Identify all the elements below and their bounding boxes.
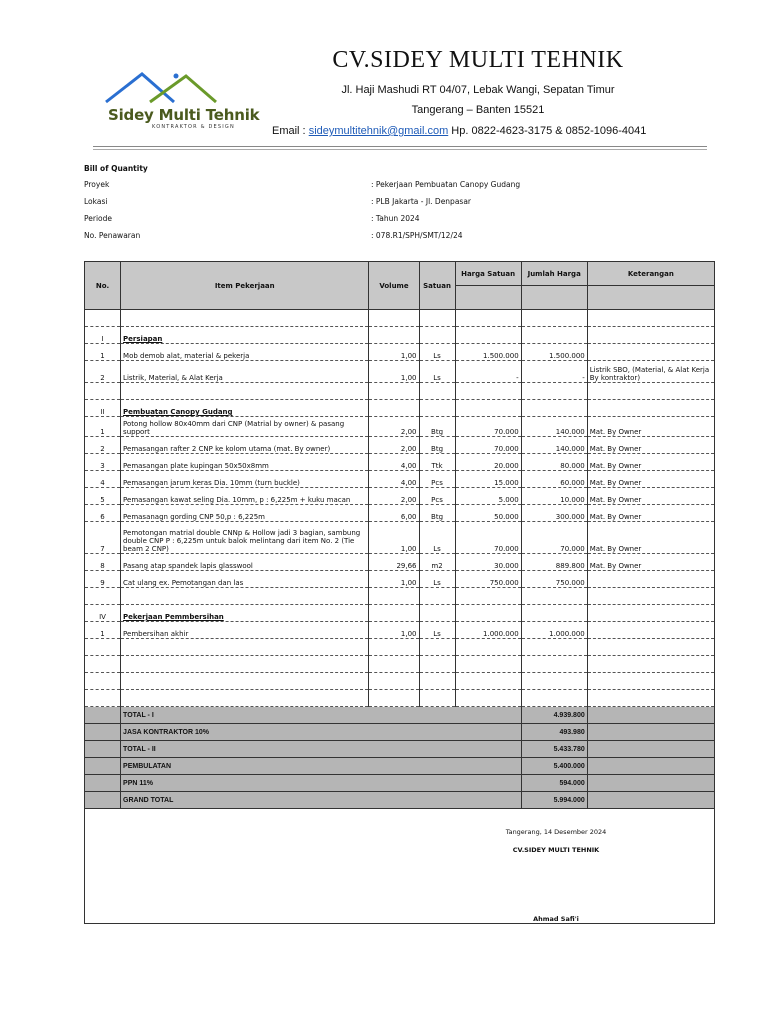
col-header-no: No. — [85, 262, 121, 310]
table-row — [85, 437, 715, 454]
cell-vol: 2,00 — [369, 417, 419, 437]
meta-value: : Tahun 2024 — [371, 214, 420, 223]
cell-vol: 1,00 — [369, 344, 419, 361]
cell-jumlah: 80.000 — [521, 454, 587, 471]
cell-ket — [587, 400, 714, 417]
cell-sat: Ls — [419, 361, 455, 383]
cell-ket — [587, 327, 714, 344]
cell-ket: Listrik SBO, (Material, & Alat Kerja By kontraktor) — [587, 361, 714, 383]
cell-item: Pemasanagn gording CNP 50,p : 6,225m — [121, 505, 369, 522]
cell-jumlah: 70.000 — [521, 522, 587, 554]
cell-no: 3 — [85, 454, 121, 471]
company-address-line2: Tangerang – Banten 15521 — [411, 104, 545, 116]
cell-ket: Mat. By Owner — [587, 505, 714, 522]
cell-no: 1 — [85, 344, 121, 361]
cell-no: IV — [85, 605, 121, 622]
signature-box — [84, 803, 715, 924]
cell-no: 1 — [85, 622, 121, 639]
blank-row — [85, 690, 715, 707]
cell-harga: 50.000 — [455, 505, 521, 522]
meta-label: No. Penawaran — [84, 231, 141, 240]
cell-jumlah: 60.000 — [521, 471, 587, 488]
cell-item: Pemasangan jarum keras Dia. 10mm (turn buckle) — [121, 471, 369, 488]
cell-harga: 70.000 — [455, 522, 521, 554]
logo-name: Sidey Multi Tehnik — [108, 106, 260, 124]
cell-item — [121, 673, 369, 690]
cell-jumlah — [521, 383, 587, 400]
cell-jumlah: 750.000 — [521, 571, 587, 588]
signature-place-date: Tangerang, 14 Desember 2024 — [505, 828, 607, 836]
cell-harga — [455, 639, 521, 656]
cell-harga — [455, 588, 521, 605]
cell-ket — [587, 690, 714, 707]
cell-no — [85, 673, 121, 690]
email-link[interactable]: sideymultitehnik@gmail.com — [308, 125, 449, 137]
total-value: 594.000 — [521, 775, 587, 792]
total-row — [85, 707, 715, 724]
logo-tagline: KONTRAKTOR & DESIGN — [152, 124, 235, 130]
table-row — [85, 417, 715, 437]
cell-vol — [369, 605, 419, 622]
cell-ket: Mat. By Owner — [587, 471, 714, 488]
meta-label: Proyek — [84, 180, 110, 189]
cell-sat — [419, 400, 455, 417]
doc-type: Bill of Quantity — [84, 164, 148, 173]
cell-no: 4 — [85, 471, 121, 488]
cell-item: Pemasangan kawat seling Dia. 10mm, p : 6,225m + kuku macan — [121, 488, 369, 505]
boq-table — [84, 261, 715, 809]
cell-no — [85, 639, 121, 656]
cell-ket: Mat. By Owner — [587, 417, 714, 437]
cell-vol: 4,00 — [369, 471, 419, 488]
cell-jumlah: 300.000 — [521, 505, 587, 522]
blank-row — [85, 310, 715, 327]
cell-ket: Mat. By Owner — [587, 488, 714, 505]
cell-ket — [587, 588, 714, 605]
cell-vol: 1,00 — [369, 571, 419, 588]
table-row — [85, 471, 715, 488]
meta-label: Periode — [84, 214, 113, 223]
cell-jumlah: 140.000 — [521, 417, 587, 437]
cell-jumlah: 140.000 — [521, 437, 587, 454]
cell-sat: Ttk — [419, 454, 455, 471]
cell-ket — [587, 656, 714, 673]
header-divider-secondary — [93, 149, 707, 150]
cell-sat — [419, 605, 455, 622]
cell-sat: Btg — [419, 505, 455, 522]
cell-no: 5 — [85, 488, 121, 505]
cell-sat: Ls — [419, 622, 455, 639]
cell-item — [121, 656, 369, 673]
cell-no: I — [85, 327, 121, 344]
cell-item — [121, 690, 369, 707]
cell-jumlah — [521, 400, 587, 417]
cell-jumlah — [521, 690, 587, 707]
cell-harga — [455, 673, 521, 690]
company-contact — [272, 125, 646, 137]
company-address-line1: Jl. Haji Mashudi RT 04/07, Lebak Wangi, Sepatan Timur — [341, 84, 615, 96]
cell-ket — [587, 673, 714, 690]
cell-sat: Btg — [419, 417, 455, 437]
cell-jumlah: - — [521, 361, 587, 383]
cell-harga: - — [455, 361, 521, 383]
cell-no: 2 — [85, 361, 121, 383]
cell-no: 2 — [85, 437, 121, 454]
cell-no: II — [85, 400, 121, 417]
total-value: 5.433.780 — [521, 741, 587, 758]
cell-harga: 750.000 — [455, 571, 521, 588]
cell-ket — [587, 383, 714, 400]
cell-jumlah — [521, 327, 587, 344]
blank-row — [85, 673, 715, 690]
meta-value: : Pekerjaan Pembuatan Canopy Gudang — [371, 180, 521, 189]
total-label: TOTAL - I — [121, 707, 522, 724]
cell-vol: 1,00 — [369, 622, 419, 639]
cell-vol: 1,00 — [369, 522, 419, 554]
cell-sat: Pcs — [419, 471, 455, 488]
total-row — [85, 741, 715, 758]
cell-sat — [419, 327, 455, 344]
cell-sat: Pcs — [419, 488, 455, 505]
table-row — [85, 488, 715, 505]
cell-vol — [369, 673, 419, 690]
blank-row — [85, 639, 715, 656]
table-row — [85, 344, 715, 361]
total-row — [85, 724, 715, 741]
cell-jumlah — [521, 605, 587, 622]
section-row — [85, 327, 715, 344]
cell-vol: 1,00 — [369, 361, 419, 383]
cell-sat — [419, 690, 455, 707]
cell-harga: 1.000.000 — [455, 622, 521, 639]
signature-company: CV.SIDEY MULTI TEHNIK — [512, 846, 600, 854]
signature-name: Ahmad Safi'i — [533, 915, 579, 923]
total-row — [85, 775, 715, 792]
total-label: TOTAL - II — [121, 741, 522, 758]
cell-harga — [455, 383, 521, 400]
blank-row — [85, 383, 715, 400]
cell-vol: 2,00 — [369, 488, 419, 505]
meta-value: : PLB Jakarta - Jl. Denpasar — [371, 197, 472, 206]
cell-harga — [455, 310, 521, 327]
cell-ket: Mat. By Owner — [587, 454, 714, 471]
cell-sat — [419, 310, 455, 327]
cell-item — [121, 327, 369, 344]
cell-item — [121, 383, 369, 400]
cell-item — [121, 639, 369, 656]
table-row — [85, 454, 715, 471]
blank-row — [85, 656, 715, 673]
cell-harga: 70.000 — [455, 437, 521, 454]
cell-no — [85, 383, 121, 400]
header-divider — [93, 146, 707, 147]
cell-jumlah — [521, 310, 587, 327]
cell-ket — [587, 622, 714, 639]
section-title: Pembuatan Canopy Gudang — [123, 408, 233, 416]
cell-jumlah: 889.800 — [521, 554, 587, 571]
total-value: 5.400.000 — [521, 758, 587, 775]
total-label: PEMBULATAN — [121, 758, 522, 775]
cell-sat — [419, 383, 455, 400]
table-row — [85, 554, 715, 571]
cell-no — [85, 656, 121, 673]
total-value: 5.994.000 — [521, 792, 587, 809]
cell-vol — [369, 639, 419, 656]
cell-no: 1 — [85, 417, 121, 437]
cell-jumlah — [521, 656, 587, 673]
cell-item — [121, 588, 369, 605]
cell-ket — [587, 639, 714, 656]
section-title: Pekerjaan Pemmbersihan — [123, 613, 224, 621]
cell-item: Pemasangan plate kupingan 50x50x8mm — [121, 454, 369, 471]
col-header-item: Item Pekerjaan — [121, 262, 369, 310]
cell-harga — [455, 400, 521, 417]
total-value: 493.980 — [521, 724, 587, 741]
cell-ket — [587, 310, 714, 327]
cell-sat: Ls — [419, 344, 455, 361]
total-label: GRAND TOTAL — [121, 792, 522, 809]
cell-sat — [419, 639, 455, 656]
cell-item — [121, 310, 369, 327]
cell-jumlah — [521, 639, 587, 656]
cell-sat: Ls — [419, 571, 455, 588]
cell-item: Potong hollow 80x40mm dari CNP (Matrial by owner) & pasang support — [121, 417, 369, 437]
cell-harga: 1.500.000 — [455, 344, 521, 361]
total-value: 4.939.800 — [521, 707, 587, 724]
col-header-volume: Volume — [369, 262, 419, 310]
cell-item — [121, 400, 369, 417]
cell-item: Pembersihan akhir — [121, 622, 369, 639]
cell-harga — [455, 690, 521, 707]
col-header-keterangan: Keterangan — [587, 262, 714, 286]
cell-item: Mob demob alat, material & pekerja — [121, 344, 369, 361]
cell-vol: 2,00 — [369, 437, 419, 454]
cell-harga: 30.000 — [455, 554, 521, 571]
cell-ket — [587, 344, 714, 361]
cell-item: Pemasangan rafter 2 CNP ke kolom utama (mat. By owner) — [121, 437, 369, 454]
cell-jumlah — [521, 673, 587, 690]
meta-value: : 078.R1/SPH/SMT/12/24 — [371, 231, 463, 240]
cell-vol — [369, 383, 419, 400]
cell-sat — [419, 673, 455, 690]
cell-ket: Mat. By Owner — [587, 554, 714, 571]
cell-vol — [369, 327, 419, 344]
cell-harga — [455, 656, 521, 673]
cell-jumlah: 10.000 — [521, 488, 587, 505]
cell-sat: m2 — [419, 554, 455, 571]
col-header-satuan: Satuan — [419, 262, 455, 310]
cell-vol — [369, 400, 419, 417]
table-row — [85, 505, 715, 522]
cell-no: 7 — [85, 522, 121, 554]
cell-sat — [419, 588, 455, 605]
cell-item: Listrik, Material, & Alat Kerja — [121, 361, 369, 383]
company-name: CV.SIDEY MULTI TEHNIK — [332, 47, 624, 73]
cell-no — [85, 310, 121, 327]
cell-ket: Mat. By Owner — [587, 522, 714, 554]
cell-harga — [455, 327, 521, 344]
total-label: PPN 11% — [121, 775, 522, 792]
cell-vol: 4,00 — [369, 454, 419, 471]
cell-vol — [369, 588, 419, 605]
table-row — [85, 361, 715, 383]
total-label: JASA KONTRAKTOR 10% — [121, 724, 522, 741]
cell-sat — [419, 656, 455, 673]
cell-jumlah: 1.500.000 — [521, 344, 587, 361]
cell-harga: 20.000 — [455, 454, 521, 471]
cell-harga — [455, 605, 521, 622]
cell-harga: 70.000 — [455, 417, 521, 437]
table-row — [85, 571, 715, 588]
section-row — [85, 605, 715, 622]
phone-numbers: Hp. 0822-4623-3175 & 0852-1096-4041 — [451, 125, 647, 137]
cell-harga: 15.000 — [455, 471, 521, 488]
email-label: Email : — [272, 125, 306, 137]
cell-ket: Mat. By Owner — [587, 437, 714, 454]
col-header-harga-satuan: Harga Satuan — [455, 262, 521, 286]
cell-sat: Ls — [419, 522, 455, 554]
cell-vol: 6,00 — [369, 505, 419, 522]
cell-sat: Btg — [419, 437, 455, 454]
cell-item: Pemotongan matrial double CNNp & Hollow jadi 3 bagian, sambung double CNP P : 6,225m untuk balok melintang dari item No. 2 (Tie beam 2 CNP) — [121, 522, 369, 554]
meta-label: Lokasi — [84, 197, 108, 206]
cell-jumlah: 1.000.000 — [521, 622, 587, 639]
cell-ket — [587, 605, 714, 622]
cell-item — [121, 605, 369, 622]
cell-jumlah — [521, 588, 587, 605]
total-row — [85, 758, 715, 775]
cell-no: 6 — [85, 505, 121, 522]
col-header-jumlah-harga: Jumlah Harga — [521, 262, 587, 286]
cell-no — [85, 690, 121, 707]
section-row — [85, 400, 715, 417]
cell-vol: 29,66 — [369, 554, 419, 571]
cell-item: Pasang atap spandek lapis glasswool — [121, 554, 369, 571]
cell-vol — [369, 690, 419, 707]
cell-no: 8 — [85, 554, 121, 571]
section-title: Persiapan — [123, 335, 163, 343]
table-row — [85, 522, 715, 554]
cell-ket — [587, 571, 714, 588]
cell-vol — [369, 656, 419, 673]
cell-item: Cat ulang ex. Pemotangan dan las — [121, 571, 369, 588]
cell-no: 9 — [85, 571, 121, 588]
table-row — [85, 622, 715, 639]
blank-row — [85, 588, 715, 605]
cell-vol — [369, 310, 419, 327]
cell-harga: 5.000 — [455, 488, 521, 505]
cell-no — [85, 588, 121, 605]
